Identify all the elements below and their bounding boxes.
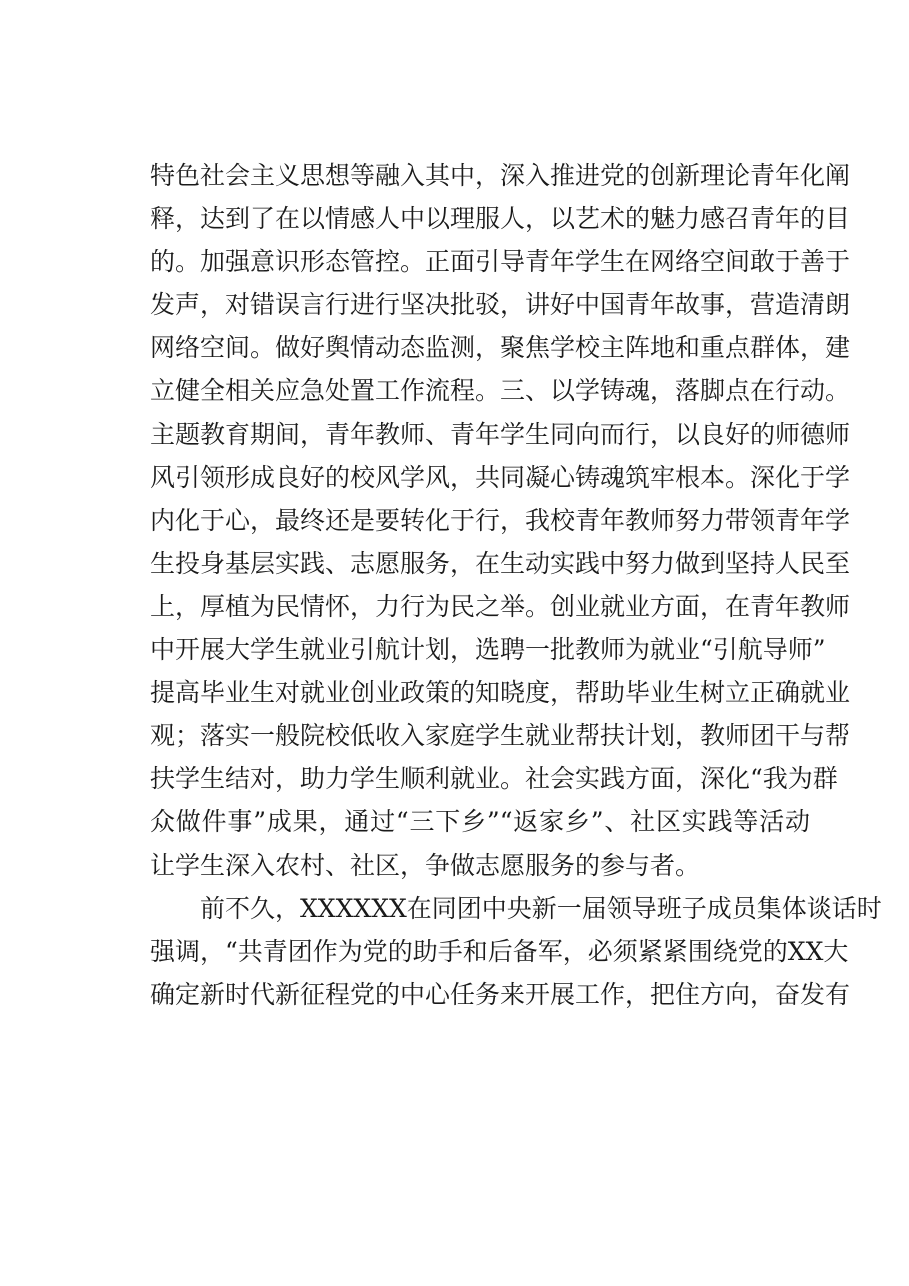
text-line: 确定新时代新征程党的中心任务来开展工作，把住方向，奋发有 bbox=[150, 979, 851, 1009]
text-line: 发声，对错误言行进行坚决批驳，讲好中国青年故事，营造清朗 bbox=[150, 290, 851, 320]
paragraph-1 bbox=[150, 154, 851, 887]
text-line: 生投身基层实践、志愿服务，在生动实践中努力做到坚持人民至 bbox=[150, 548, 851, 578]
text-line: 众做件事”成果，通过“三下乡”“返家乡”、社区实践等活动 bbox=[150, 807, 810, 837]
text-line: 扶学生结对，助力学生顺利就业。社会实践方面，深化“我为群 bbox=[150, 764, 838, 794]
text-line: 主题教育期间，青年教师、青年学生同向而行，以良好的师德师 bbox=[150, 419, 851, 449]
text-line: 强调，“共青团作为党的助手和后备军，必须紧紧围绕党的XX大 bbox=[150, 936, 849, 966]
text-line: 内化于心，最终还是要转化于行，我校青年教师努力带领青年学 bbox=[150, 505, 851, 535]
text-line: 释，达到了在以情感人中以理服人，以艺术的魅力感召青年的目 bbox=[150, 204, 851, 234]
text-line: 观；落实一般院校低收入家庭学生就业帮扶计划，教师团干与帮 bbox=[150, 721, 851, 751]
text-line: 提高毕业生对就业创业政策的知晓度，帮助毕业生树立正确就业 bbox=[150, 678, 851, 708]
paragraph-2 bbox=[150, 887, 882, 1016]
text-line: 上，厚植为民情怀，力行为民之举。创业就业方面，在青年教师 bbox=[150, 591, 851, 621]
text-line: 中开展大学生就业引航计划，选聘一批教师为就业“引航导师” bbox=[150, 635, 826, 665]
text-line: 网络空间。做好舆情动态监测，聚焦学校主阵地和重点群体，建 bbox=[150, 333, 851, 363]
text-line: 立健全相关应急处置工作流程。三、以学铸魂，落脚点在行动。 bbox=[150, 376, 851, 406]
text-line: 风引领形成良好的校风学风，共同凝心铸魂筑牢根本。深化于学 bbox=[150, 462, 851, 492]
text-line: 的。加强意识形态管控。正面引导青年学生在网络空间敢于善于 bbox=[150, 247, 851, 277]
text-line: 特色社会主义思想等融入其中，深入推进党的创新理论青年化阐 bbox=[150, 161, 851, 190]
text-line: 让学生深入农村、社区，争做志愿服务的参与者。 bbox=[150, 850, 701, 880]
text-line: 前不久，XXXXXX在同团中央新一届领导班子成员集体谈话时 bbox=[200, 893, 882, 923]
document-body bbox=[150, 154, 882, 1016]
